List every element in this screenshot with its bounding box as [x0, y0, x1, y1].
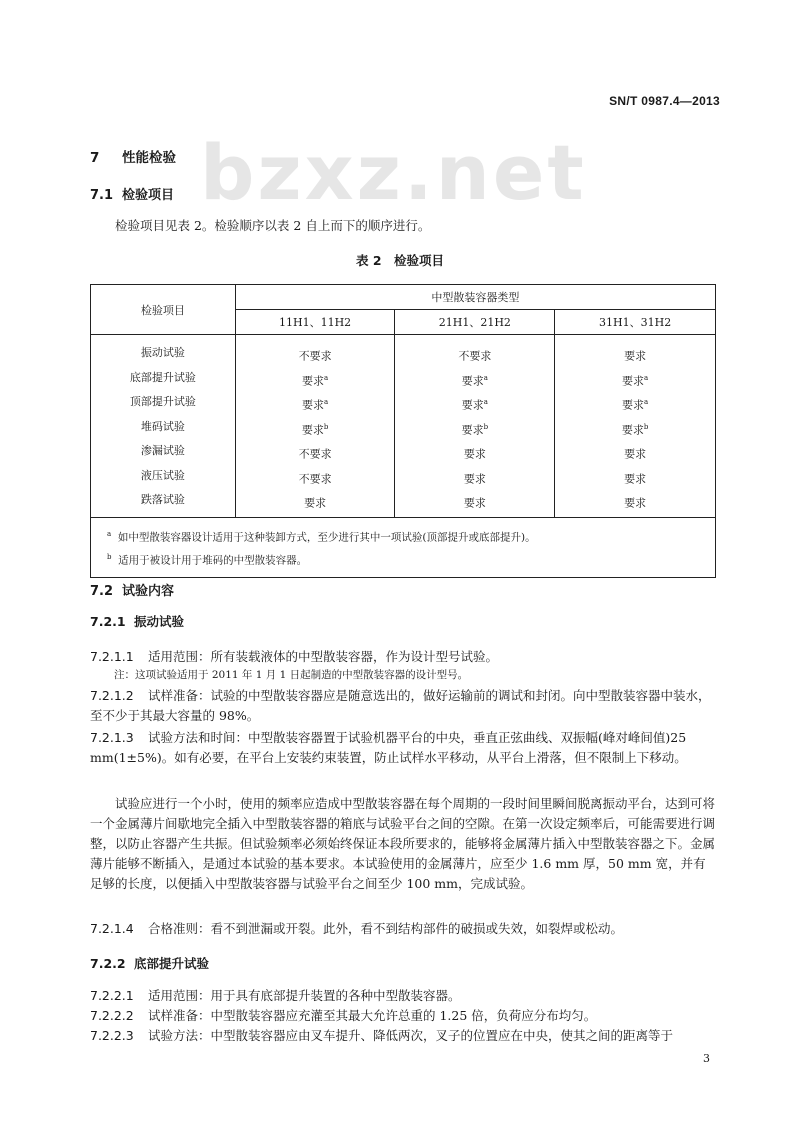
item-name: 堆码试验 [140, 419, 185, 433]
footnote-b: $^b$ 适用于被设计用于堆码的中型散装容器。 [107, 553, 308, 567]
section-number: 7.2 [90, 584, 114, 599]
table-header-item: 检验项目 [91, 285, 236, 335]
section-title: 检验项目 [122, 188, 175, 203]
item-column [91, 335, 236, 518]
requirement-cell: 要求 [624, 472, 647, 486]
section-7-heading [90, 146, 176, 166]
requirement-cell: 不要求 [458, 349, 492, 363]
requirement-cell: 要求 [624, 496, 647, 510]
clause-7-2-1-3-paragraph: 试验应进行一个小时，使用的频率应造成中型散装容器在每个周期的一段时间里瞬间脱离振动平台，达到可将一个金属薄片间歇地完全插入中型散装容器的箱底与试验平台之间的空隙。在第一次设定频率后，可能需要进行调整，以防止容器产生共振。但试验频率必须始终保证本段所要求的，能够将金属薄片插入中型散装容器之下。金属薄片能够不断插入，是通过本试验的基本要求。本试验使用的金属薄片，应至少 1.6 mm 厚，50 mm 宽，并有足够的长度，以便插入中型散装容器与试验平台之间至少 100 mm，完成试验。 [90, 796, 716, 891]
requirement-cell: 要求$^a$ [302, 398, 329, 412]
requirement-cell: 要求$^a$ [622, 373, 649, 388]
table-header-group: 中型散装容器类型 [235, 285, 715, 310]
table-header-type: 21H1、21H2 [395, 310, 555, 335]
table-footnotes [91, 517, 716, 577]
section-7-2-1-heading [90, 612, 184, 630]
type-1-column [235, 335, 395, 518]
type-3-column [555, 335, 716, 518]
section-title: 振动试验 [134, 614, 185, 629]
section-7-2-2-heading [90, 954, 209, 972]
clause-7-2-1-2: 7.2.1.2 试样准备：试验的中型散装容器应是随意选出的，做好运输前的调试和封闭。向中型散装容器中装水，至不少于其最大容量的 98%。 [90, 688, 711, 723]
section-number: 7.1 [90, 188, 114, 203]
item-name: 振动试验 [140, 346, 185, 359]
requirement-cell: 要求 [304, 496, 327, 510]
clause-7-2-2-1: 7.2.2.1 适用范围：用于具有底部提升装置的各种中型散装容器。 [90, 988, 461, 1003]
requirement-cell: 要求$^a$ [622, 398, 649, 412]
clause-7-2-2-3: 7.2.2.3 试验方法：中型散装容器应由叉车提升、降低两次，叉子的位置应在中央，使其之间的距离等于 [90, 1028, 674, 1043]
section-title: 试验内容 [122, 584, 175, 599]
page-number: 3 [703, 1052, 710, 1065]
clause-7-2-1-3: 7.2.1.3 试验方法和时间：中型散装容器置于试验机器平台的中央，垂直正弦曲线、双振幅(峰对峰间值)25 mm(1±5%)。如有必要，在平台上安装约束装置，防止试样水平移动，从平台上滑落，但不限制上下移动。 [90, 730, 687, 765]
footnote-a: $^a$ 如中型散装容器设计适用于这种装卸方式，至少进行其中一项试验(顶部提升或底部提升)。 [107, 529, 536, 543]
section-title: 底部提升试验 [134, 956, 210, 971]
type-2-column [395, 335, 555, 518]
note-7-2-1-1: 注：这项试验适用于 2011 年 1 月 1 日起制造的中型散装容器的设计型号。 [114, 669, 469, 681]
clause-7-2-1-1: 7.2.1.1 适用范围：所有装载液体的中型散装容器，作为设计型号试验。 [90, 649, 499, 664]
requirement-cell: 要求 [624, 349, 647, 363]
section-number: 7 [90, 150, 100, 166]
table-header-type: 31H1、31H2 [555, 310, 716, 335]
clause-7-2-2-2: 7.2.2.2 试样准备：中型散装容器应充灌至其最大允许总重的 1.25 倍，负荷应分布均匀。 [90, 1008, 597, 1023]
item-name: 渗漏试验 [140, 444, 185, 457]
section-title: 性能检验 [122, 150, 176, 166]
requirement-cell: 要求$^b$ [461, 422, 489, 437]
requirement-cell: 要求$^a$ [461, 373, 488, 388]
requirement-cell: 要求$^b$ [301, 422, 329, 437]
inspection-items-table [90, 284, 716, 578]
requirement-cell: 要求$^a$ [461, 398, 488, 412]
requirement-cell: 不要求 [298, 472, 332, 486]
requirement-cell: 要求 [463, 496, 486, 510]
item-name: 跌落试验 [140, 493, 185, 506]
requirement-cell: 不要求 [298, 349, 332, 363]
requirement-cell: 要求$^a$ [302, 373, 329, 388]
requirement-cell: 要求 [463, 447, 486, 461]
requirement-cell: 不要求 [298, 447, 332, 461]
requirement-cell: 要求 [463, 472, 486, 486]
section-7-2-heading [90, 580, 174, 599]
section-7-1-heading [90, 184, 174, 203]
requirement-cell: 要求 [624, 447, 647, 461]
clause-7-2-1-4: 7.2.1.4 合格准则：看不到泄漏或开裂。此外，看不到结构部件的破损或失效，如裂焊或松动。 [90, 921, 624, 936]
requirement-cell: 要求$^b$ [621, 422, 649, 437]
standard-code: SN/T 0987.4—2013 [609, 94, 720, 108]
item-name: 液压试验 [140, 468, 185, 482]
table-header-type: 11H1、11H2 [235, 310, 395, 335]
watermark: bzxz.net [200, 128, 587, 217]
item-name: 底部提升试验 [129, 370, 196, 384]
section-number: 7.2.2 [90, 956, 126, 971]
section-7-1-text: 检验项目见表 2。检验顺序以表 2 自上而下的顺序进行。 [115, 218, 431, 233]
section-number: 7.2.1 [90, 614, 126, 629]
item-name: 顶部提升试验 [129, 395, 196, 408]
table-caption: 表 2 检验项目 [355, 253, 445, 268]
